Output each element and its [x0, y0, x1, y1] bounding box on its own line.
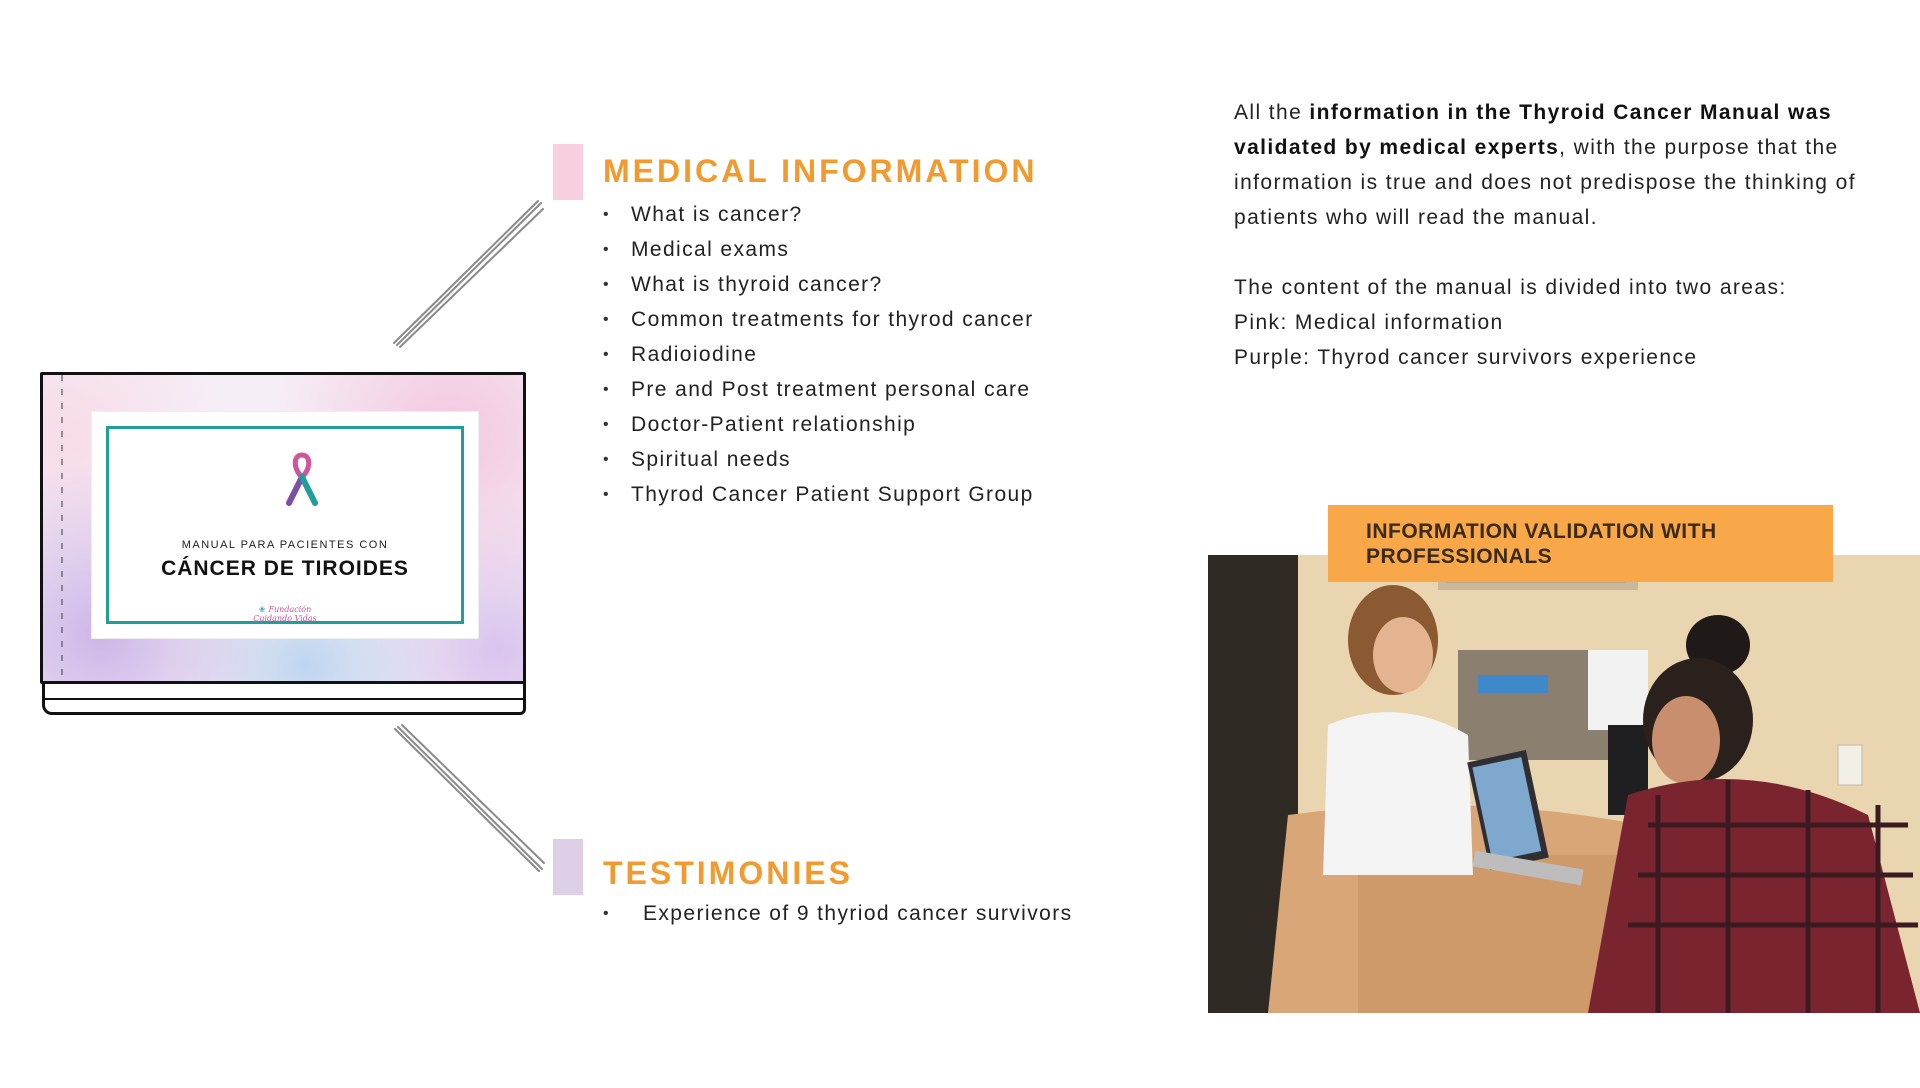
list-item: • What is thyroid cancer? — [603, 272, 1034, 307]
p1-prefix: All the — [1234, 101, 1310, 124]
pink-legend-text: Pink: Medical information — [1234, 311, 1504, 334]
p1-suffix: , with the purpose that the information is true and does not predispose the thinking of patients who will read the manual. — [1234, 136, 1856, 229]
cover-subtitle: MANUAL PARA PACIENTES CON — [181, 539, 389, 551]
logo-line2: Cuidando Vidas — [253, 614, 317, 623]
list-item: • Pre and Post treatment personal care — [603, 377, 1034, 412]
validation-photo — [1208, 555, 1920, 1013]
connector-top-a — [397, 203, 541, 345]
purple-section-marker — [553, 839, 583, 895]
pink-section-marker — [553, 144, 583, 200]
p1-bold: information in the Thyroid Cancer Manual was validated by medical experts — [1234, 101, 1832, 159]
testimonies-heading: TESTIMONIES — [603, 855, 853, 891]
list-item: • Medical exams — [603, 237, 1034, 272]
list-item: • Common treatments for thyrod cancer — [603, 307, 1034, 342]
list-item: • What is cancer? — [603, 202, 1034, 237]
logo-line1: Fundación — [268, 605, 312, 614]
list-item: • Thyrod Cancer Patient Support Group — [603, 482, 1034, 517]
connector-top-c — [400, 209, 543, 347]
list-item: • Spiritual needs — [603, 447, 1034, 482]
connector-top-b — [394, 201, 538, 343]
wing-icon: ❀ — [258, 605, 266, 614]
description-paragraph-1 — [1234, 95, 1874, 235]
connector-bottom-c — [402, 725, 544, 863]
medical-information-heading: MEDICAL INFORMATION — [603, 153, 1038, 189]
cover-title: CÁNCER DE TIROIDES — [161, 557, 409, 580]
photo-caption-label — [1328, 505, 1833, 582]
list-item: • Radioiodine — [603, 342, 1034, 377]
medical-topics-list — [603, 202, 1034, 517]
photo-illustration — [1208, 555, 1920, 1013]
connector-bottom-a — [398, 727, 542, 869]
connector-bottom-b — [395, 729, 539, 871]
book-spine — [61, 375, 63, 681]
purple-legend-text: Purple: Thyrod cancer survivors experience — [1234, 346, 1698, 369]
description-paragraph-2: The content of the manual is divided into two areas: — [1234, 276, 1787, 299]
awareness-ribbon-icon — [285, 451, 319, 507]
connector-lines — [390, 195, 550, 875]
validation-description — [1234, 95, 1874, 375]
caption-line1: INFORMATION VALIDATION WITH — [1366, 520, 1717, 543]
list-item: • Experience of 9 thyriod cancer survivors — [603, 901, 1073, 936]
list-item: • Doctor-Patient relationship — [603, 412, 1034, 447]
testimonies-list — [603, 901, 1073, 936]
caption-line2: PROFESSIONALS — [1366, 545, 1553, 568]
